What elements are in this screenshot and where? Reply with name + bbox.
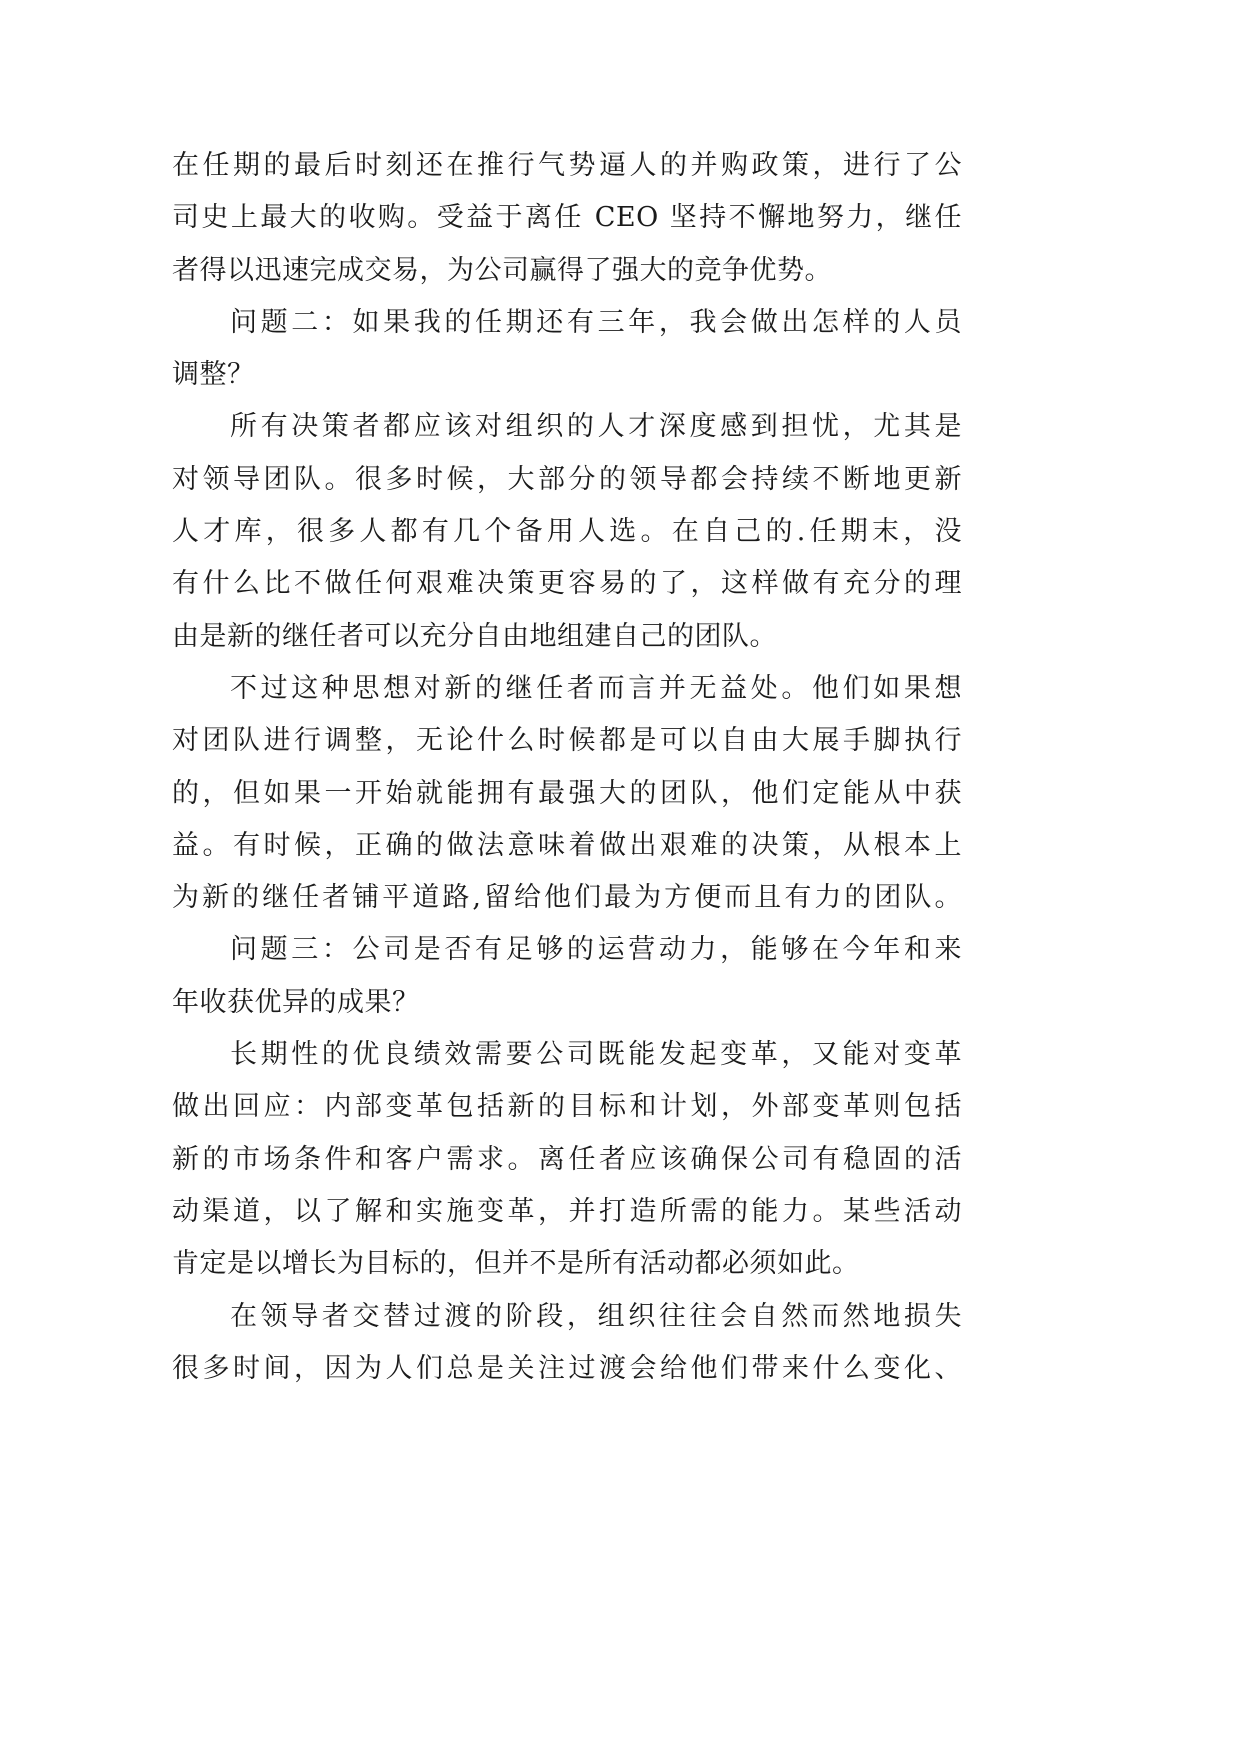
text-line: 司史上最大的收购。受益于离任 CEO 坚持不懈地努力，继任 bbox=[172, 202, 962, 234]
text-line: 者得以迅速完成交易，为公司赢得了强大的竞争优势。 bbox=[172, 254, 832, 286]
text-line: 对团队进行调整，无论什么时候都是可以自由大展手脚执行 bbox=[172, 725, 962, 757]
paragraph-first-line: 不过这种思想对新的继任者而言并无益处。他们如果想 bbox=[230, 672, 962, 704]
paragraph-first-line: 问题三：公司是否有足够的运营动力，能够在今年和来 bbox=[230, 934, 962, 966]
text-line: 年收获优异的成果？ bbox=[172, 986, 420, 1018]
text-line: 很多时间，因为人们总是关注过渡会给他们带来什么变化、 bbox=[172, 1352, 962, 1384]
text-line: 人才库，很多人都有几个备用人选。在自己的.任期末，没 bbox=[172, 516, 962, 548]
text-line: 为新的继任者铺平道路,留给他们最为方便而且有力的团队。 bbox=[172, 882, 962, 914]
text-line: 肯定是以增长为目标的，但并不是所有活动都必须如此。 bbox=[172, 1248, 860, 1280]
text-line: 做出回应：内部变革包括新的目标和计划，外部变革则包括 bbox=[172, 1091, 962, 1123]
body-text bbox=[172, 140, 962, 1395]
text-line: 调整？ bbox=[172, 359, 255, 391]
text-line: 有什么比不做任何艰难决策更容易的了，这样做有充分的理 bbox=[172, 568, 962, 600]
text-line: 的，但如果一开始就能拥有最强大的团队，他们定能从中获 bbox=[172, 777, 962, 809]
text-line: 新的市场条件和客户需求。离任者应该确保公司有稳固的活 bbox=[172, 1143, 962, 1175]
paragraph-first-line: 在领导者交替过渡的阶段，组织往往会自然而然地损失 bbox=[230, 1300, 962, 1332]
text-line: 在任期的最后时刻还在推行气势逼人的并购政策，进行了公 bbox=[172, 150, 962, 181]
text-line: 对领导团队。很多时候，大部分的领导都会持续不断地更新 bbox=[172, 463, 962, 495]
text-line: 益。有时候，正确的做法意味着做出艰难的决策，从根本上 bbox=[172, 829, 962, 861]
paragraph-first-line: 长期性的优良绩效需要公司既能发起变革，又能对变革 bbox=[230, 1039, 962, 1071]
text-line: 动渠道，以了解和实施变革，并打造所需的能力。某些活动 bbox=[172, 1195, 962, 1227]
paragraph-first-line: 问题二：如果我的任期还有三年，我会做出怎样的人员 bbox=[230, 306, 962, 338]
text-line: 由是新的继任者可以充分自由地组建自己的团队。 bbox=[172, 620, 777, 652]
paragraph-first-line: 所有决策者都应该对组织的人才深度感到担忧，尤其是 bbox=[230, 411, 962, 443]
